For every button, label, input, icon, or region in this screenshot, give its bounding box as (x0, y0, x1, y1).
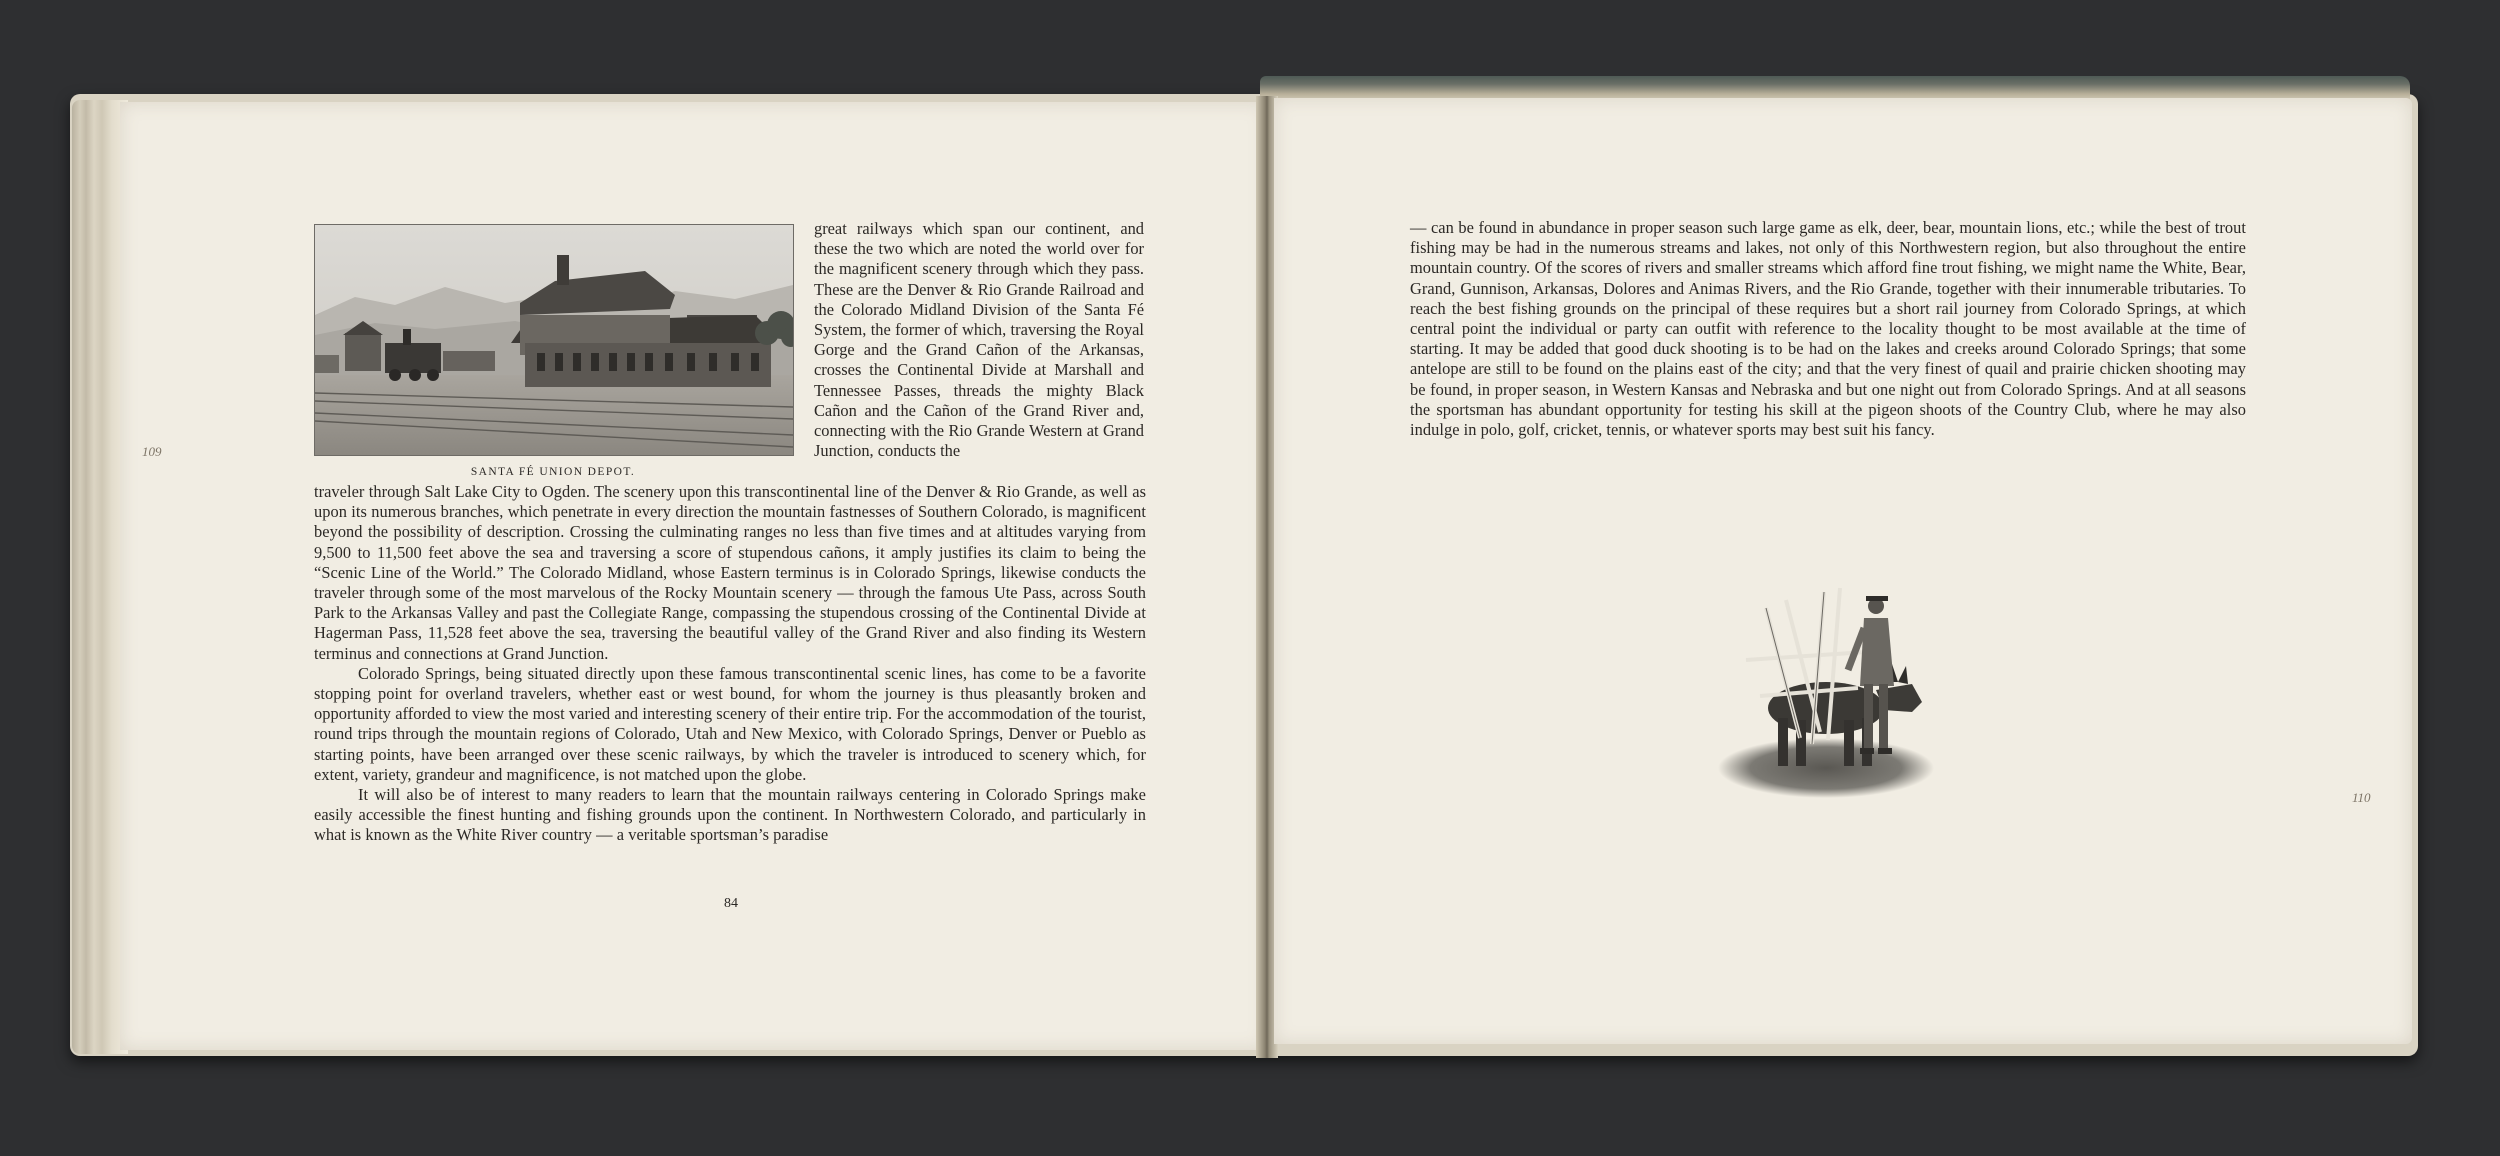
paragraph: — can be found in abundance in proper season such large game as elk, deer, bear, mountain lions, etc.; while the best of trout fishing may be had in the numerous streams and lakes, not only of this Northwestern region, but also throughout the entire mountain country. Of the scores of rivers and smaller streams which afford fine trout fishing, we might name the White, Bear, Grand, Gunnison, Arkansas, Dolores and Animas Rivers, and the Rio Grande, together with their innumerable tributaries. To reach the best fishing grounds on the principal of these requires but a short rail journey from Colorado Springs, at which central point the individual or party can outfit with reference to the locality thought to be most available at the time of starting. It may be added that good duck shooting is to be had on the lakes and creeks around Colorado Springs; that some antelope are still to be found on the plains east of the city; and that the very finest of quail and prairie chicken shooting may be found, in proper season, in Western Kansas and Nebraska and but one night out from Colorado Springs. And at all seasons the sportsman has abundant opportunity for testing his skill at the pigeon shoots of the Country Club, where he may also indulge in polo, golf, cricket, tennis, or whatever sports may best suit his fancy. (1410, 218, 2246, 440)
page-number: 84 (724, 896, 738, 911)
right-page-body (1410, 218, 2246, 440)
left-page-body (314, 482, 1146, 846)
text-column-beside-photo: great railways which span our continent, and these the two which are noted the world over for the magnificent scenery through which they pass. These are the Denver & Rio Grande Railroad and the Colorado Midland Division of the Santa Fé System, the former of which, traversing the Royal Gorge and the Grand Cañon of the Arkansas, crosses the Continental Divide at Marshall and Tennessee Passes, threads the mighty Black Cañon and the Cañon of the Grand River and, connecting with the Rio Grande Western at Grand Junction, conducts the (814, 219, 1144, 461)
pencil-page-mark: 110 (2352, 790, 2371, 805)
paragraph: traveler through Salt Lake City to Ogden. The scenery upon this transcontinental line of the Denver & Rio Grande, as well as upon its numerous branches, which penetrate in every direction the mountain fastnesses of Southern Colorado, is magnificent beyond the possibility of description. Crossing the culminating ranges no less than five times and at altitudes varying from 9,500 to 11,500 feet above the sea and traversing a score of stupendous cañons, it amply justifies its claim to being the “Scenic Line of the World.” The Colorado Midland, whose Eastern terminus is in Colorado Springs, likewise conducts the traveler through some of the most marvelous of the Rocky Mountain scenery — through the famous Ute Pass, across South Park to the Arkansas Valley and past the Collegiate Range, compassing the stupendous crossing of the Continental Divide at Hagerman Pass, 11,528 feet above the sea, traversing the beautiful valley of the Grand River and also finding its Western terminus and connections at Grand Junction. (314, 482, 1146, 663)
photo-caption: SANTA FÉ UNION DEPOT. (470, 466, 636, 478)
depot-photograph (314, 224, 794, 456)
pencil-page-mark: 109 (142, 444, 162, 459)
paragraph: Colorado Springs, being situated directly upon these famous transcontinental scenic lines, has come to be a favorite stopping point for overland travelers, whether east or west bound, for whom the journey is thus pleasantly broken and opportunity afforded to view the most varied and interesting scenery of their entire trip. For the accommodation of the tourist, round trips through the mountain regions of Colorado, Utah and New Mexico, with Colorado Springs, Denver or Pueblo as starting points, have been arranged over these scenic railways, by which the traveler is introduced to scenery which, for extent, variety, grandeur and magnificence, is not matched upon the globe. (314, 663, 1146, 784)
paragraph: It will also be of interest to many readers to learn that the mountain railways centering in Colorado Springs make easily accessible the finest hunting and fishing grounds upon the continent. In Northwestern Colorado, and particularly in what is known as the White River country — a veritable sportsman’s paradise (314, 785, 1146, 845)
burro-and-hunter-illustration (1716, 578, 1936, 804)
